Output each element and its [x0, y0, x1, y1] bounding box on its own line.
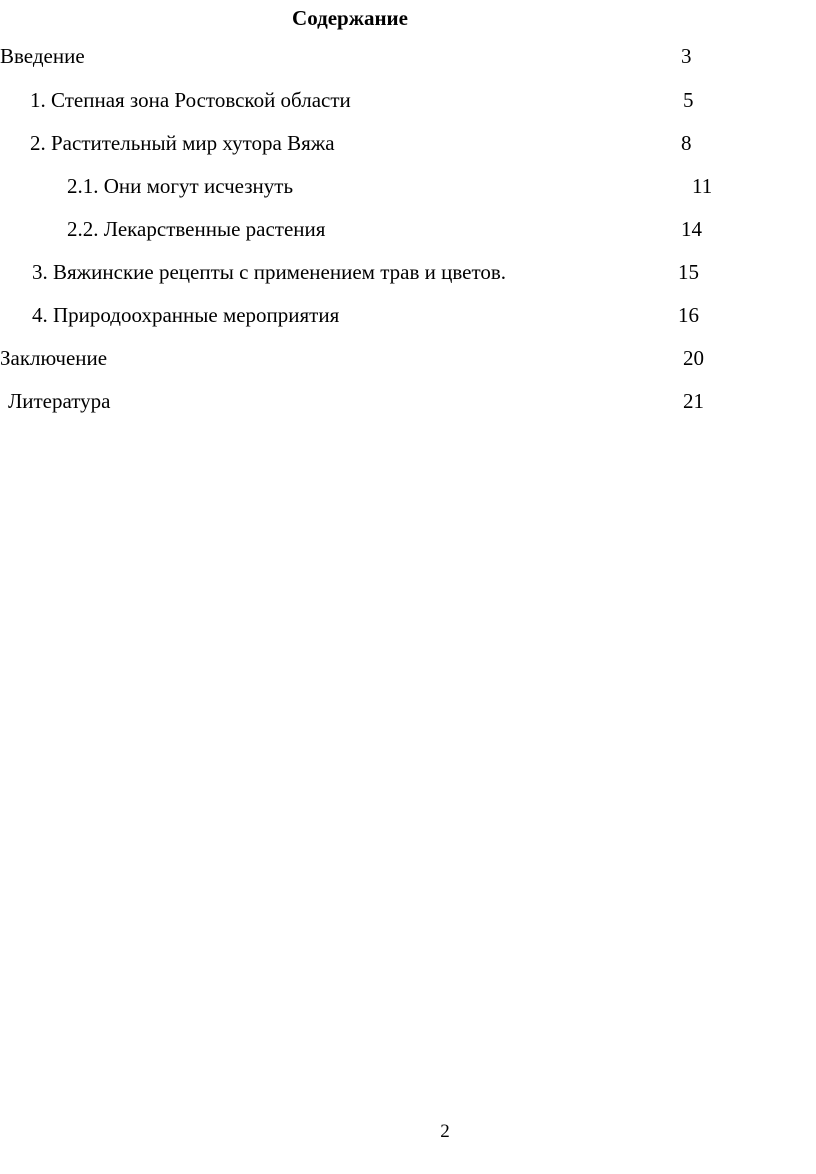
- toc-entry-section-2: [0, 131, 816, 159]
- toc-entry-page: 21: [683, 389, 704, 413]
- toc-entry-page: 16: [678, 303, 699, 327]
- toc-entry-text: 2.2. Лекарственные растения: [67, 217, 326, 241]
- toc-entry-text: Литература: [8, 389, 111, 413]
- toc-entry-section-2-2: [0, 217, 816, 245]
- toc-entry-page: 5: [683, 88, 694, 112]
- toc-entry-text: 2.1. Они могут исчезнуть: [67, 174, 294, 198]
- toc-entry-text: 2. Растительный мир хутора Вяжа: [30, 131, 335, 155]
- toc-entry-page: 3: [681, 44, 692, 68]
- page-number: 2: [440, 1121, 450, 1142]
- toc-entry-page: 14: [681, 217, 702, 241]
- toc-entry-page: 15: [678, 260, 699, 284]
- toc-entry-text: 1. Степная зона Ростовской области: [30, 88, 351, 112]
- toc-entry-text: 4. Природоохранные мероприятия: [32, 303, 340, 327]
- toc-entry-conclusion: [0, 346, 816, 374]
- toc-entry-text: Заключение: [0, 346, 108, 370]
- toc-entry-page: 20: [683, 346, 704, 370]
- toc-entry-page: 8: [681, 131, 692, 155]
- toc-entry-section-1: [0, 88, 816, 116]
- toc-entry-text: 3. Вяжинские рецепты с применением трав и цветов.: [32, 260, 507, 284]
- toc-entry-literature: [0, 389, 816, 417]
- toc-entry-section-2-1: [0, 174, 816, 202]
- toc-title: Содержание: [292, 6, 408, 30]
- toc-entry-text: Введение: [0, 44, 85, 68]
- toc-entry-section-4: [0, 303, 816, 331]
- toc-entry-section-3: [0, 260, 816, 288]
- toc-entry-page: 11: [692, 174, 713, 198]
- toc-entry-introduction: [0, 44, 816, 72]
